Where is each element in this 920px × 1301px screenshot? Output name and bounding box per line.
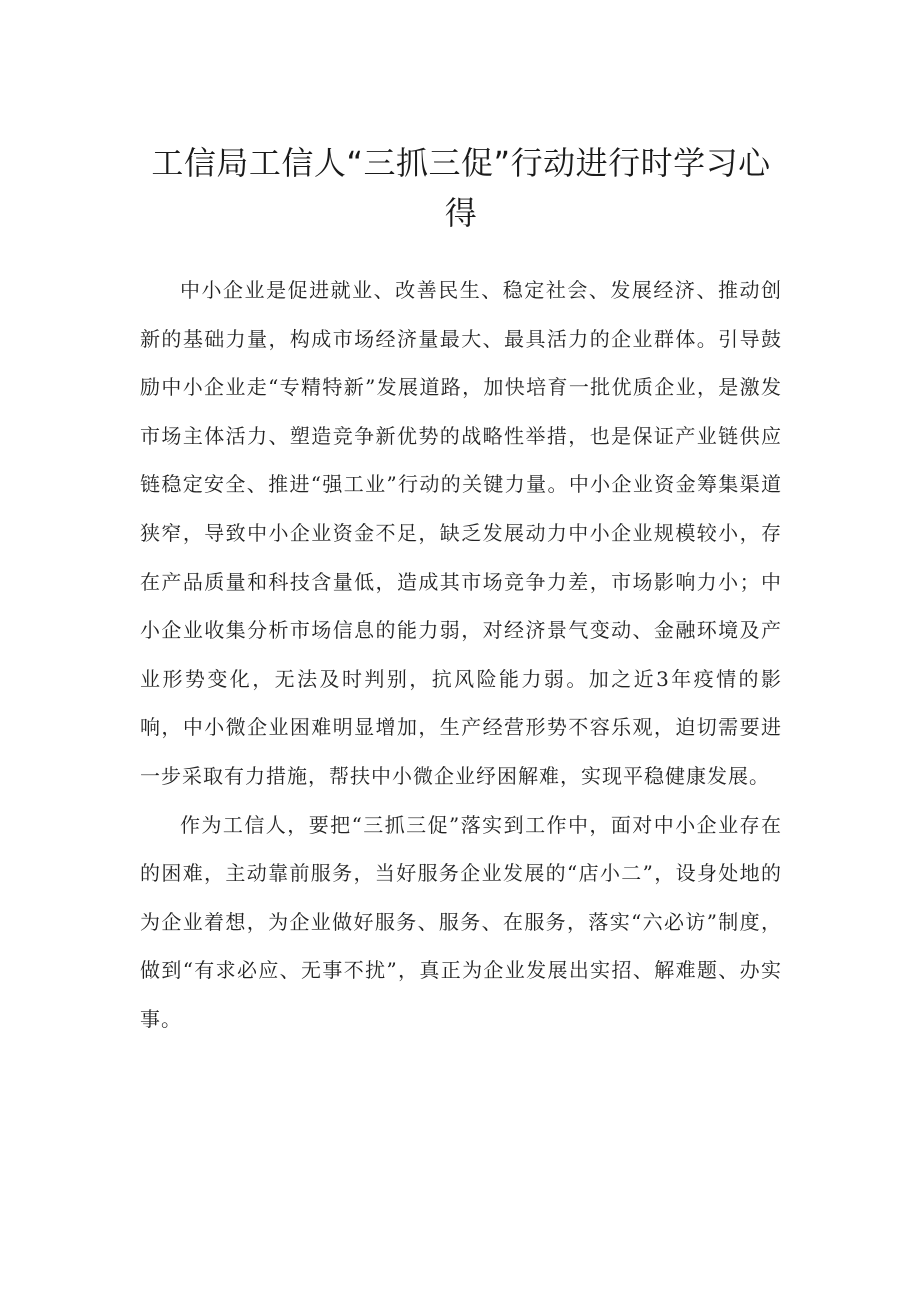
paragraph-1: 中小企业是促进就业、改善民生、稳定社会、发展经济、推动创新的基础力量，构成市场经济量最大、最具活力的企业群体。引导鼓励中小企业走“专精特新”发展道路，加快培育一批优质企业，是激发市场主体活力、塑造竞争新优势的战略性举措，也是保证产业链供应链稳定安全、推进“强工业”行动的关键力量。中小企业资金筹集渠道狭窄，导致中小企业资金不足，缺乏发展动力中小企业规模较小，存在产品质量和科技含量低，造成其市场竞争力差，市场影响力小；中小企业收集分析市场信息的能力弱，对经济景气变动、金融环境及产业形势变化，无法及时判别，抗风险能力弱。加之近3年疫情的影响，中小微企业困难明显增加，生产经营形势不容乐观，迫切需要进一步采取有力措施，帮扶中小微企业纾困解难，实现平稳健康发展。: [140, 278, 782, 788]
document-title: 工信局工信人“三抓三促”行动进行时学习心得: [151, 144, 771, 232]
document-body: [140, 266, 782, 1044]
paragraph-2: 作为工信人，要把“三抓三促”落实到工作中，面对中小企业存在的困难，主动靠前服务，当好服务企业发展的“店小二”，设身处地的为企业着想，为企业做好服务、服务、在服务，落实“六必访”制度，做到“有求必应、无事不扰”，真正为企业发展出实招、解难题、办实事。: [140, 812, 782, 1031]
